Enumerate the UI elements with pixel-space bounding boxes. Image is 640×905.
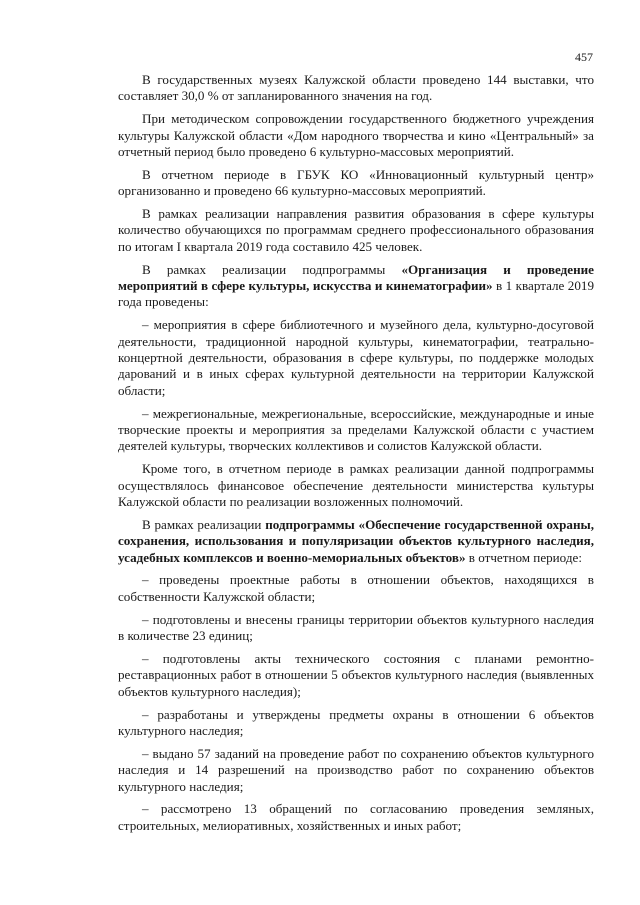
document-body (118, 72, 594, 841)
text-segment: В государственных музеях Калужской области проведено 144 выставки, что составляет 30,0 % от запланированного значения на год. (118, 72, 594, 104)
text-segment: Кроме того, в отчетном периоде в рамках реализации данной подпрограммы осуществлялось финансовое обеспечение деятельности министерства культуры Калужской области по реализации возложенных полномочий. (118, 461, 594, 510)
text-segment: – межрегиональные, межрегиональные, всероссийские, международные и иные творческие проекты и мероприятия за пределами Калужской области с участием деятелей культуры, творческих коллективов и солистов Калужской области. (118, 405, 594, 454)
paragraph (118, 707, 594, 740)
text-segment: – рассмотрено 13 обращений по согласованию проведения земляных, строительных, мелиоративных, хозяйственных и иных работ; (118, 801, 594, 833)
text-segment: – проведены проектные работы в отношении объектов, находящихся в собственности Калужской области; (118, 572, 594, 604)
paragraph (118, 651, 594, 700)
text-segment: – подготовлены акты технического состояния с планами ремонтно-реставрационных работ в отношении 5 объектов культурного наследия (выявленных объектов культурного наследия); (118, 650, 594, 699)
paragraph (118, 801, 594, 834)
text-segment: В рамках реализации направления развития образования в сфере культуры количество обучающихся по программам среднего профессионального образования по итогам I квартала 2019 года составило 425 человек. (118, 206, 594, 254)
paragraph (118, 72, 594, 105)
paragraph (118, 111, 594, 160)
paragraph (118, 206, 594, 255)
paragraph (118, 317, 594, 399)
paragraph (118, 572, 594, 605)
text-segment: – разработаны и утверждены предметы охраны в отношении 6 объектов культурного наследия; (118, 706, 594, 738)
bold-text: подпрограммы «Обеспечение государственной охраны, сохранения, использования и популяризации объектов культурного наследия, усадебных комплексов и военно-мемориальных объектов» (118, 516, 594, 565)
text-segment: в отчетном периоде: (465, 549, 582, 565)
bold-text: «Организация и проведение мероприятий в сфере культуры, искусства и кинематографии» (118, 261, 594, 294)
text-segment: – мероприятия в сфере библиотечного и музейного дела, культурно-досуговой деятельности, традиционной народной культуры, кинематографии, театрально-концертной деятельности, образования в сфере культуры, по поддержке молодых дарований и в иных сферах культурной деятельности на территории Калужской области; (118, 317, 594, 398)
text-segment: – выдано 57 заданий на проведение работ по сохранению объектов культурного наследия и 14 разрешений на производство работ по сохранению объектов культурного наследия; (118, 745, 594, 794)
paragraph (118, 461, 594, 510)
text-segment: В отчетном периоде в ГБУК КО «Инновационный культурный центр» организованно и проведено 66 культурно-массовых мероприятий. (118, 166, 594, 199)
paragraph (118, 262, 594, 311)
text-segment: В рамках реализации (142, 516, 266, 532)
text-segment: При методическом сопровождении государственного бюджетного учреждения культуры Калужской области «Дом народного творчества и кино «Центральный» за отчетный период было проведено 6 культурно-массовых мероприятий. (118, 111, 594, 160)
paragraph (118, 406, 594, 455)
page-number: 457 (575, 50, 593, 64)
paragraph (118, 746, 594, 795)
paragraph (118, 167, 594, 200)
text-segment: В рамках реализации подпрограммы (142, 261, 402, 277)
text-segment: – подготовлены и внесены границы территории объектов культурного наследия в количестве 23 единиц; (118, 611, 594, 644)
paragraph (118, 517, 594, 566)
text-segment: в 1 квартале 2019 года проведены: (118, 278, 594, 310)
paragraph (118, 612, 594, 645)
